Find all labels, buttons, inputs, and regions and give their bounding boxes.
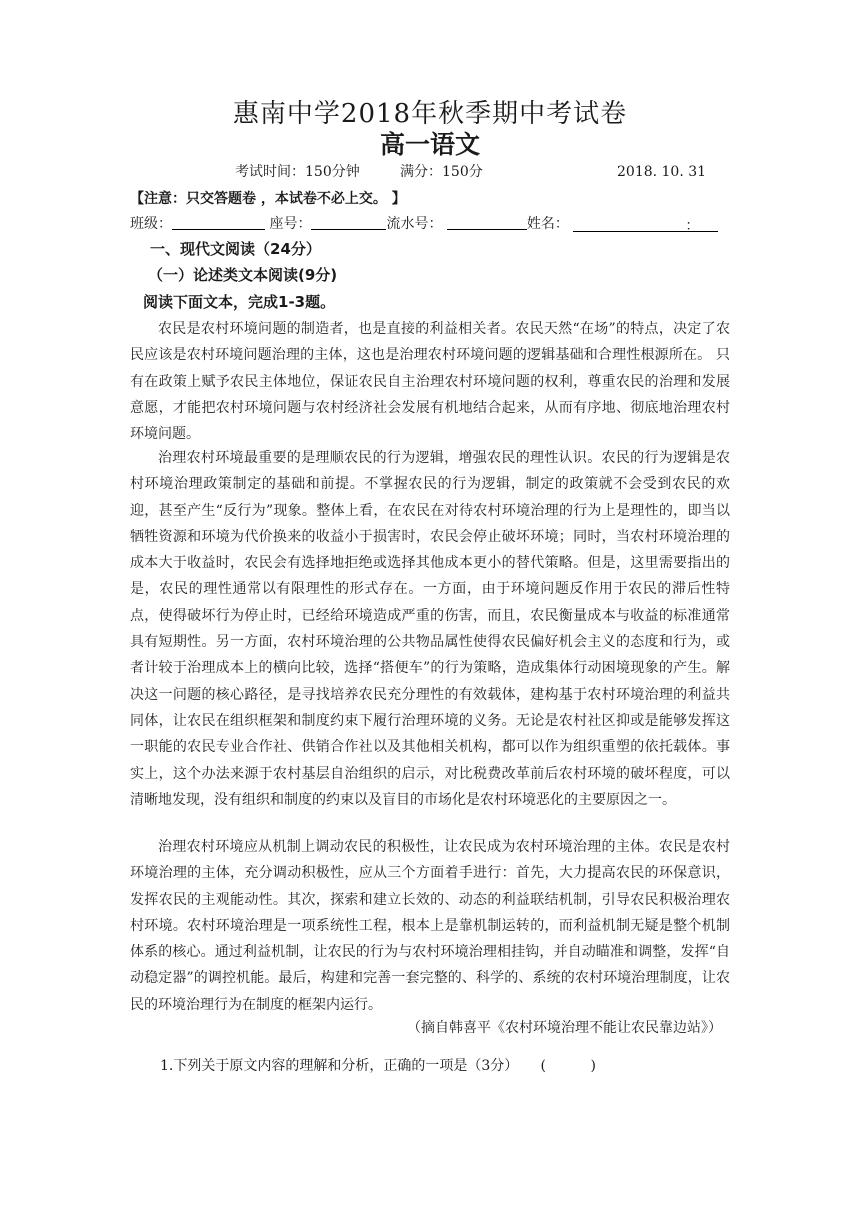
reading-instruction: 阅读下面文本，完成1-3题。: [143, 293, 336, 311]
passage-paragraph-1: 农民是农村环境问题的制造者，也是直接的利益相关者。农民天然“在场”的特点，决定了农民应该是农村环境问题治理的主体，这也是治理农村环境问题的逻辑基础和合理性根源所在。 只有在政策上赋予农民主体地位，保证农民自主治理农村环境问题的权利，尊重农民的治理和发展意愿，才能把农村环境问题与农村经济社会发展有机地结合起来，从而有序地、彻底地治理农村环境问题。: [130, 321, 730, 443]
passage-source: （摘自韩喜平《农村环境治理不能让农民靠边站》）: [407, 1020, 722, 1036]
name-label: 姓名：: [526, 216, 569, 232]
exam-time: 考试时间：150分钟: [235, 164, 360, 180]
student-info-fields: [130, 213, 718, 235]
passage-paragraph-3: 治理农村环境应从机制上调动农民的积极性，让农民成为农村环境治理的主体。农民是农村环境治理的主体，充分调动积极性，应从三个方面着手进行：首先，大力提高农民的环保意识，发挥农民的主观能动性。其次，探索和建立长效的、动态的利益联结机制，引导农民积极治理农村环境。农村环境治理是一项系统性工程，根本上是靠机制运转的，而利益机制无疑是整个机制体系的核心。通过利益机制，让农民的行为与农村环境治理相挂钩，并自动瞄准和调整，发挥“自动稳定器”的调控机能。最后，构建和完善一套完整的、科学的、系统的农村环境治理制度，让农民的环境治理行为在制度的框架内运行。: [130, 839, 730, 1013]
seat-blank[interactable]: [311, 213, 386, 230]
part1-sub-heading: （一）论述类文本阅读(9分): [148, 266, 338, 284]
part1-heading: 一、现代文阅读（24分）: [150, 240, 321, 258]
serial-label: 流水号：: [386, 216, 443, 232]
name-blank[interactable]: [573, 215, 718, 232]
seat-label: 座号：: [269, 216, 312, 232]
full-score: 满分：150分: [400, 164, 483, 180]
serial-blank[interactable]: [447, 213, 527, 230]
passage-paragraph-2: 治理农村环境最重要的是理顺农民的行为逻辑，增强农民的理性认识。农民的行为逻辑是农村环境治理政策制定的基础和前提。不掌握农民的行为逻辑，制定的政策就不会受到农民的欢迎，甚至产生“反行为”现象。整体上看，在农民在对待农村环境治理的行为上是理性的，即当以牺牲资源和环境为代价换来的收益小于损害时，农民会停止破坏环境；同时，当农村环境治理的成本大于收益时，农民会有选择地拒绝或选择其他成本更小的替代策略。但是，这里需要指出的是，农民的理性通常以有限理性的形式存在。一方面，由于环境问题反作用于农民的滞后性特点，使得破坏行为停止时，已经给环境造成严重的伤害，而且，农民衡量成本与收益的标准通常具有短期性。另一方面，农村环境治理的公共物品属性使得农民偏好机会主义的态度和行为，或者计较于治理成本上的横向比较，选择“搭便车”的行为策略，造成集体行动困境现象的产生。解决这一问题的核心路径，是寻找培养农民充分理性的有效载体，建构基于农村环境治理的利益共同体，让农民在组织框架和制度约束下履行治理环境的义务。无论是农村社区抑或是能够发挥这一职能的农民专业合作社、供销合作社以及其他相关机构，都可以作为组织重塑的依托载体。事实上，这个办法来源于农村基层自治组织的启示，对比税费改革前后农村环境的破坏程度，可以清晰地发现，没有组织和制度的约束以及盲目的市场化是农村环境恶化的主要原因之一。: [130, 450, 730, 808]
question-1: 1.下列关于原文内容的理解和分析，正确的一项是（3分） ( ): [160, 1058, 596, 1074]
class-label: 班级：: [130, 216, 172, 232]
subject-title: 高一语文: [379, 130, 480, 159]
notice: 【注意：只交答题卷 ，本试卷不必上交。 】: [130, 191, 406, 207]
trailing-mark: ：: [685, 218, 700, 234]
exam-date: 2018. 10. 31: [617, 164, 707, 180]
exam-title: 惠南中学2018年秋季期中考试卷: [232, 99, 628, 129]
class-blank[interactable]: [172, 213, 265, 230]
